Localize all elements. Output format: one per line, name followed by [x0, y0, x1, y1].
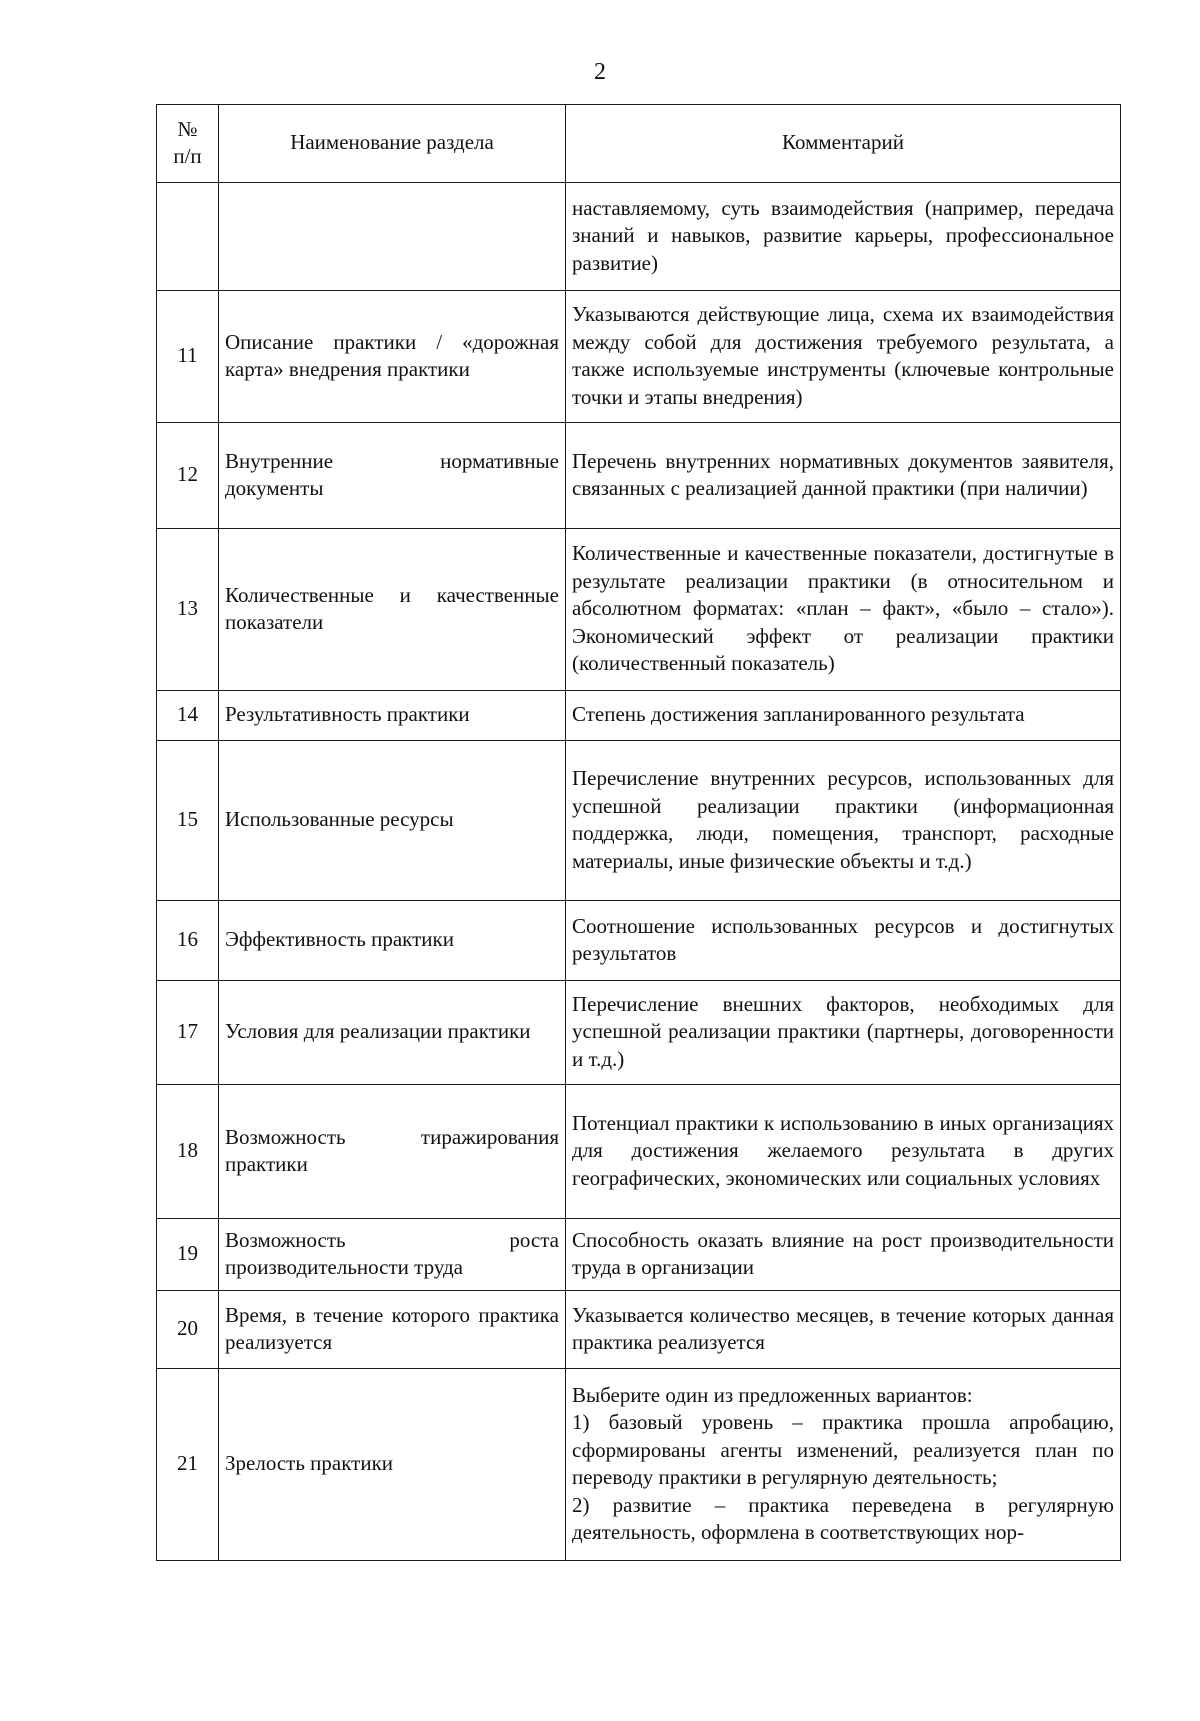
- table-header-row: [157, 105, 1121, 183]
- row-comment: Степень достижения запланированного результата: [566, 691, 1121, 741]
- row-section-name: Эффективность практики: [219, 901, 566, 981]
- sections-table: [156, 104, 1121, 1561]
- header-section-name: Наименование раздела: [219, 105, 566, 183]
- table-row: [157, 529, 1121, 691]
- row-section-name: Результативность практики: [219, 691, 566, 741]
- row-section-name: Возможность тиражирования практики: [219, 1085, 566, 1219]
- table-row: [157, 1291, 1121, 1369]
- table-row: [157, 691, 1121, 741]
- row-section-name: Время, в течение которого практика реализуется: [219, 1291, 566, 1369]
- table-row: [157, 1369, 1121, 1561]
- row-comment: Количественные и качественные показатели, достигнутые в результате реализации практики (в относительном и абсолютном форматах: «план – факт», «было – стало»). Экономический эффект от реализации практики (количественный показатель): [566, 529, 1121, 691]
- row-comment: Способность оказать влияние на рост производительности труда в организации: [566, 1219, 1121, 1291]
- row-number: 18: [157, 1085, 219, 1219]
- table-row: [157, 1219, 1121, 1291]
- row-section-name: Описание практики / «дорожная карта» внедрения практики: [219, 291, 566, 423]
- row-section-name: Возможность роста производительности труда: [219, 1219, 566, 1291]
- maturity-option-development: 2) развитие – практика переведена в регулярную деятельность, оформлена в соответствующих нор-: [572, 1492, 1114, 1544]
- row-number: 20: [157, 1291, 219, 1369]
- table-row: [157, 183, 1121, 291]
- page-number: 2: [594, 59, 606, 85]
- row-comment: Перечисление внутренних ресурсов, использованных для успешной реализации практики (информационная поддержка, люди, помещения, транспорт, расходные материалы, иные физические объекты и т.д.): [566, 741, 1121, 901]
- row-comment-options: [566, 1369, 1121, 1561]
- row-number: 12: [157, 423, 219, 529]
- table-row: [157, 423, 1121, 529]
- row-number: 19: [157, 1219, 219, 1291]
- row-number: [157, 183, 219, 291]
- header-comment: Комментарий: [566, 105, 1121, 183]
- row-number: 14: [157, 691, 219, 741]
- row-section-name: Внутренние нормативные документы: [219, 423, 566, 529]
- table-row: [157, 291, 1121, 423]
- table-row: [157, 741, 1121, 901]
- row-comment: Перечень внутренних нормативных документов заявителя, связанных с реализацией данной практики (при наличии): [566, 423, 1121, 529]
- table-row: [157, 901, 1121, 981]
- header-number: [157, 105, 219, 183]
- table-row: [157, 981, 1121, 1085]
- row-comment: Перечисление внешних факторов, необходимых для успешной реализации практики (партнеры, договоренности и т.д.): [566, 981, 1121, 1085]
- row-section-name: [219, 183, 566, 291]
- row-comment: наставляемому, суть взаимодействия (например, передача знаний и навыков, развитие карьеры, профессиональное развитие): [566, 183, 1121, 291]
- row-number: 17: [157, 981, 219, 1085]
- row-number: 16: [157, 901, 219, 981]
- maturity-option-base: 1) базовый уровень – практика прошла апробацию, сформированы агенты изменений, реализуется план по переводу практики в регулярную деятельность;: [572, 1410, 1114, 1489]
- row-number: 21: [157, 1369, 219, 1561]
- row-comment: Соотношение использованных ресурсов и достигнутых результатов: [566, 901, 1121, 981]
- header-number-symbol: №: [177, 116, 198, 141]
- row-number: 15: [157, 741, 219, 901]
- row-section-name: Использованные ресурсы: [219, 741, 566, 901]
- row-comment: Потенциал практики к использованию в иных организациях для достижения желаемого результата в других географических, экономических или социальных условиях: [566, 1085, 1121, 1219]
- row-comment: Указывается количество месяцев, в течение которых данная практика реализуется: [566, 1291, 1121, 1369]
- maturity-instruction: Выберите один из предложенных вариантов:: [572, 1382, 973, 1407]
- row-section-name: Условия для реализации практики: [219, 981, 566, 1085]
- row-number: 11: [157, 291, 219, 423]
- row-section-name: Количественные и качественные показатели: [219, 529, 566, 691]
- header-number-abbrev: п/п: [173, 144, 202, 168]
- row-comment: Указываются действующие лица, схема их взаимодействия между собой для достижения требуемого результата, а также используемые инструменты (ключевые контрольные точки и этапы внедрения): [566, 291, 1121, 423]
- row-section-name: Зрелость практики: [219, 1369, 566, 1561]
- row-number: 13: [157, 529, 219, 691]
- table-row: [157, 1085, 1121, 1219]
